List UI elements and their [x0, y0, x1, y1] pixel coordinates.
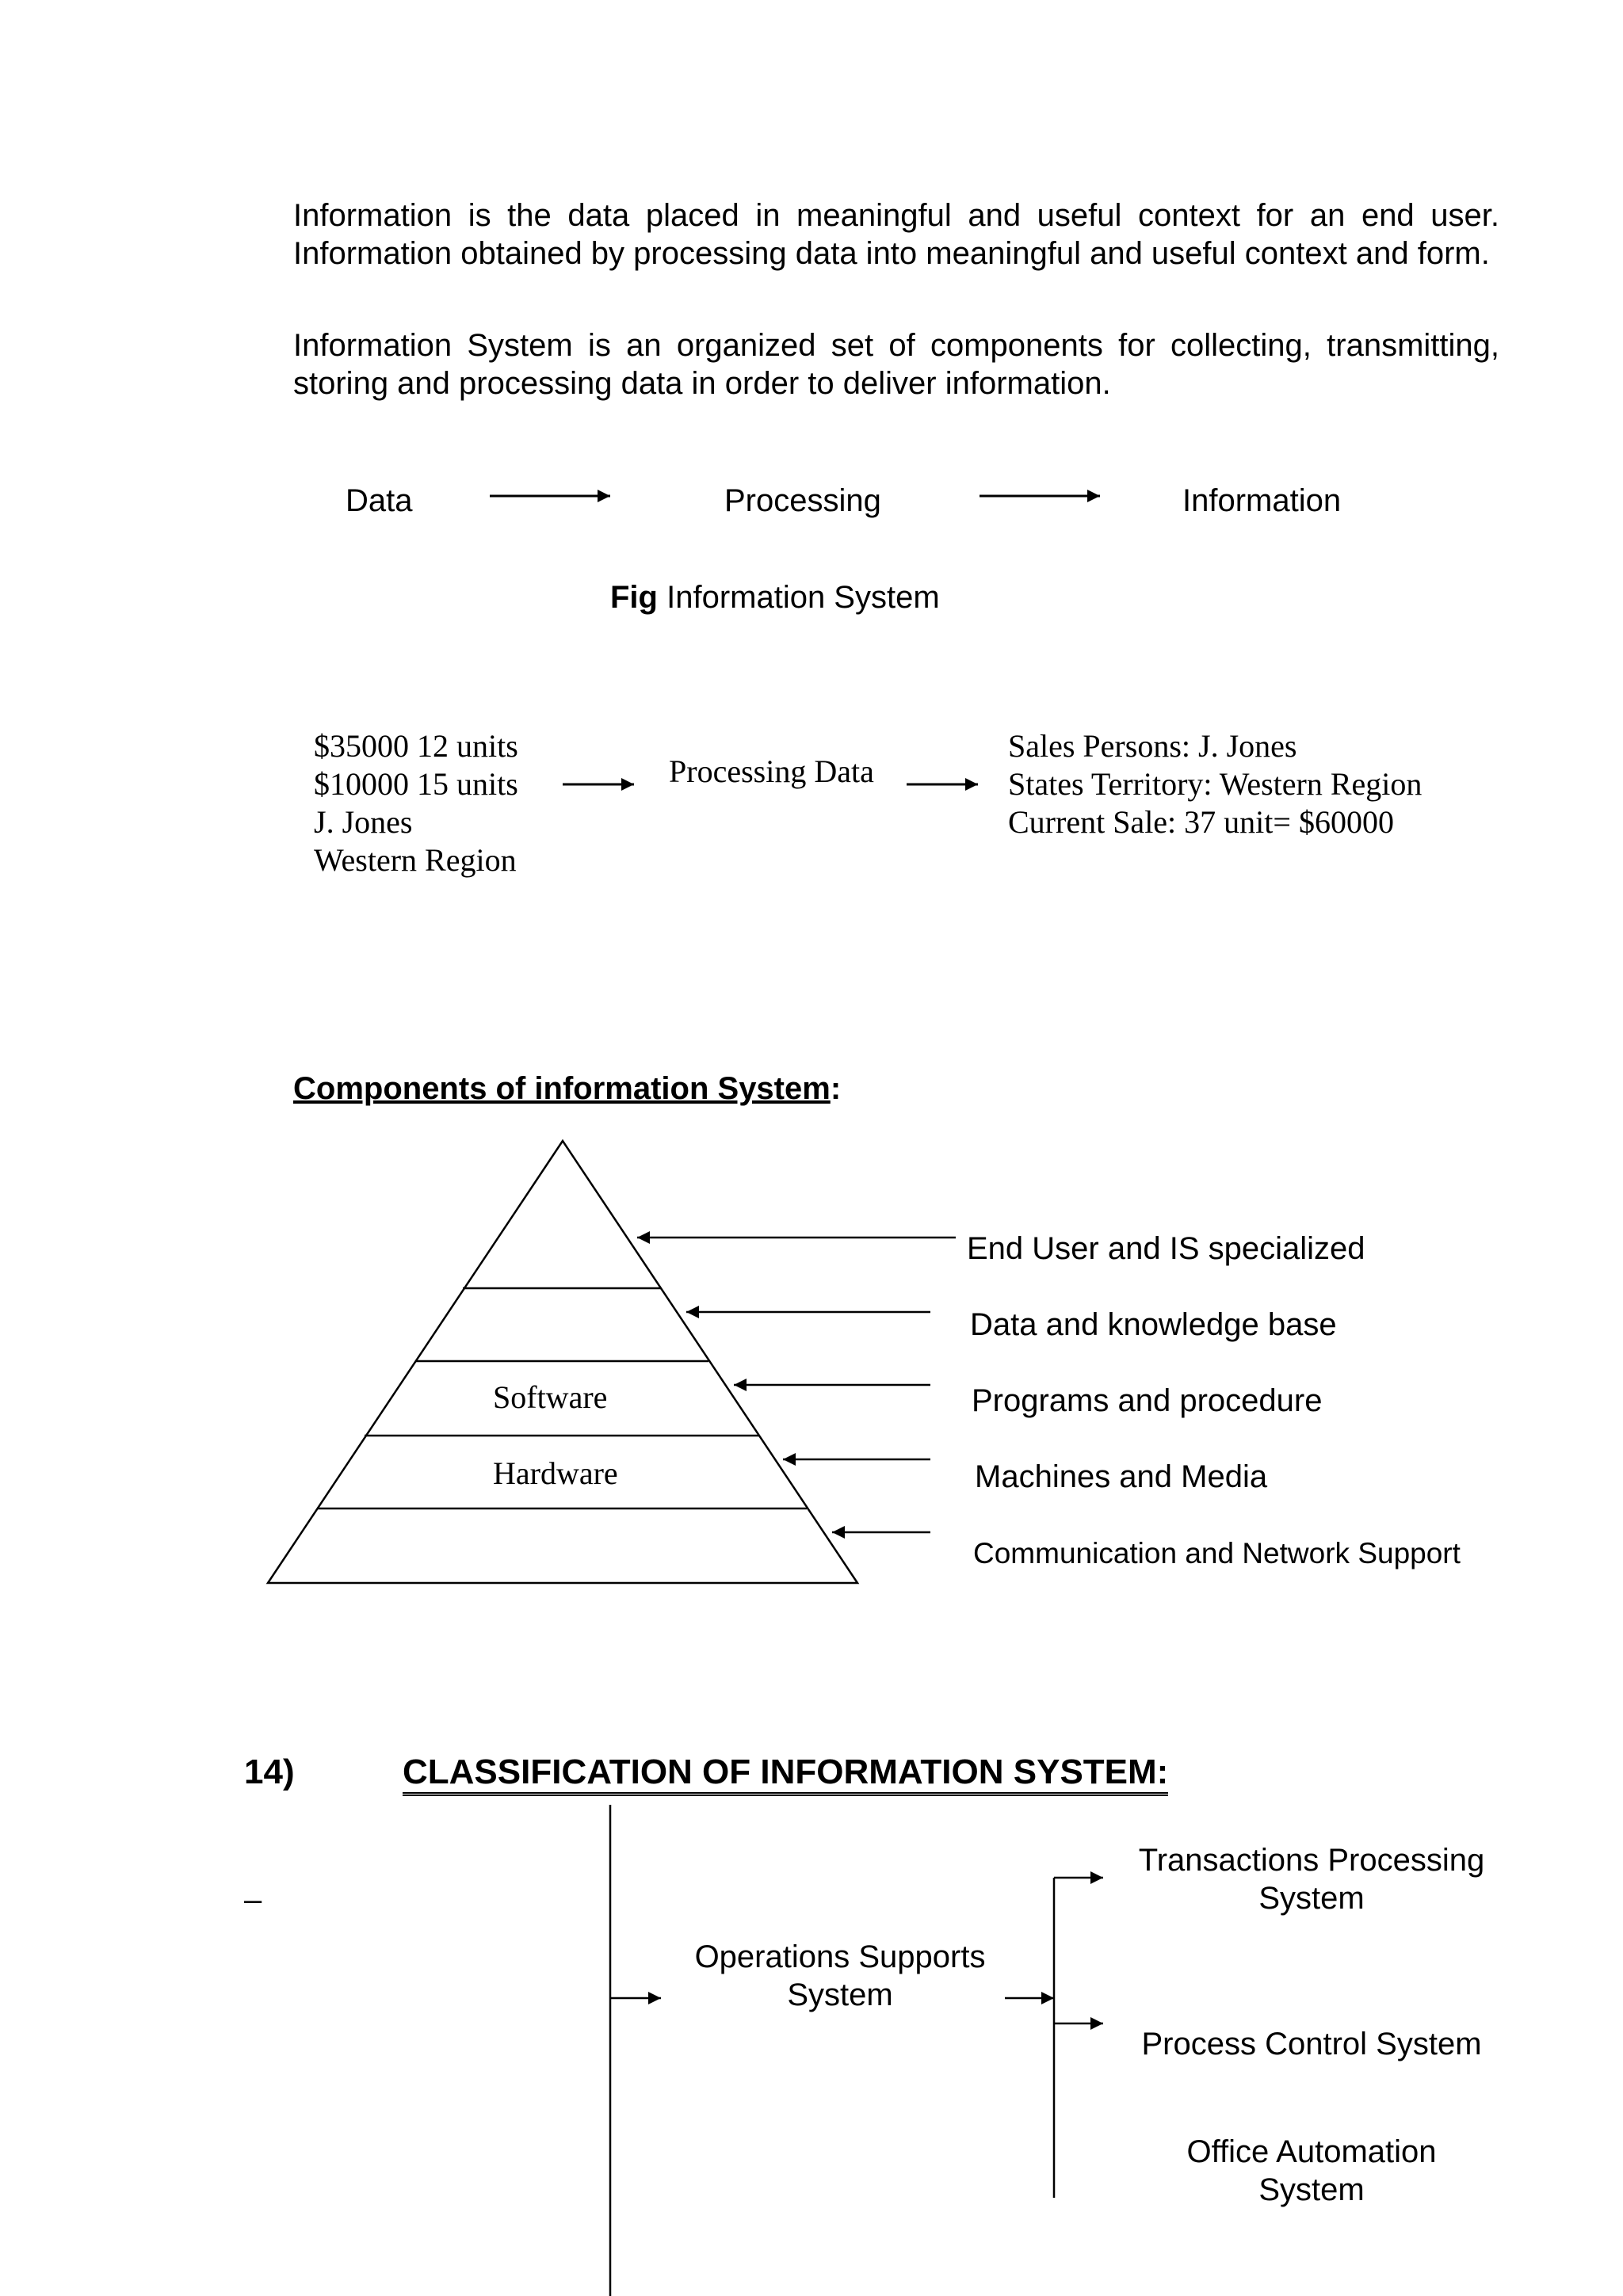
figure-caption-fig: Fig [610, 580, 658, 615]
example-input-line: Western Region [314, 842, 517, 878]
intro-paragraph-information-system: Information System is an organized set of components for collecting, transmitting, storing and processing data in order to deliver information. [293, 328, 1499, 401]
flow-data-label: Data [346, 483, 413, 518]
pyramid-layer-hardware: Hardware [493, 1455, 618, 1491]
pyramid-label-data: Data and knowledge base [970, 1307, 1337, 1342]
example-processing-label: Processing Data [669, 753, 874, 789]
classification-title: CLASSIFICATION OF INFORMATION SYSTEM: [403, 1753, 1168, 1796]
example-output-line: Current Sale: 37 unit= $60000 [1008, 804, 1394, 840]
pyramid-label-machines: Machines and Media [975, 1459, 1268, 1494]
example-input-line: $35000 12 units [314, 728, 518, 764]
stray-dash: – [244, 1882, 262, 1917]
transaction-processing-system-label: Transactions Processing System [1138, 1843, 1485, 1916]
figure-caption-text: Information System [657, 580, 940, 615]
section-number: 14) [244, 1753, 295, 1791]
pyramid-layer-software: Software [493, 1379, 608, 1415]
intro-paragraph-information: Information is the data placed in meaningful and useful context for an end user. Information obtained by processing data into meaningful and useful context and form. [293, 198, 1499, 271]
flow-information-label: Information [1182, 483, 1342, 518]
office-automation-system-label: Office Automation System [1186, 2134, 1437, 2207]
process-control-system-label: Process Control System [1141, 2027, 1482, 2061]
example-input-line: $10000 15 units [314, 766, 518, 802]
pyramid-label-end-user: End User and IS specialized [967, 1231, 1365, 1266]
operations-support-system-label: Operations Supports System [694, 1939, 986, 2012]
pyramid-label-programs: Programs and procedure [972, 1383, 1323, 1418]
components-title-text: Components of information System [293, 1071, 831, 1106]
pyramid-label-network: Communication and Network Support [973, 1537, 1461, 1569]
components-title-colon: : [830, 1071, 842, 1106]
flow-processing-label: Processing [724, 483, 881, 518]
example-input-line: J. Jones [314, 804, 413, 840]
example-output-line: Sales Persons: J. Jones [1008, 728, 1297, 764]
example-output-line: States Territory: Western Region [1008, 766, 1423, 802]
